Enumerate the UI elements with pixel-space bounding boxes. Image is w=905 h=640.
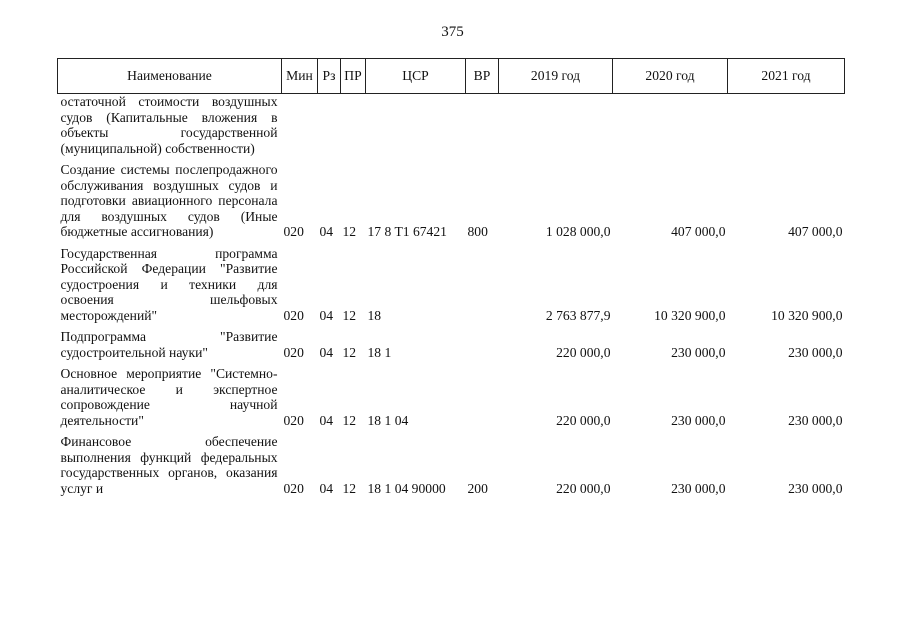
row-vr [466,329,499,366]
row-name: Финансовое обеспечение выполнения функций федеральных государственных органов, оказания услуг и [60,434,278,496]
row-csr: 18 1 04 [367,412,409,428]
row-rz: 04 [319,307,334,323]
row-min: 020 [283,480,304,496]
table-row [58,94,845,163]
row-name: Создание системы послепродажного обслуживания воздушных судов и подготовки авиационного персонала для воздушных судов (Иные бюджетные ассигнования) [60,162,278,239]
row-name: Подпрограмма "Развитие судостроительной науки" [60,329,278,360]
header-vr: ВР [466,59,499,94]
table-row [58,246,845,330]
header-rz: Рз [318,59,341,94]
header-2021: 2021 год [728,59,845,94]
table-row [58,366,845,434]
row-2020: 230 000,0 [671,344,726,360]
row-vr [466,246,499,330]
row-name: Основное мероприятие "Системно-аналитическое и экспертное сопровождение научной деятельности" [60,366,278,428]
row-name: Государственная программа Российской Федерации "Развитие судостроения и техники для освоения шельфовых месторождений" [60,245,278,323]
row-rz: 04 [319,480,334,496]
row-pr: 12 [342,344,357,360]
row-pr: 12 [342,307,357,323]
row-rz: 04 [319,224,334,239]
table-body [58,94,845,503]
header-min: Мин [282,59,318,94]
row-csr [366,94,466,163]
row-min: 020 [283,307,304,323]
row-pr [341,94,366,163]
row-rz: 04 [319,412,334,428]
row-name: остаточной стоимости воздушных судов (Капитальные вложения в объекты государственной (муниципальной) собственности) [60,94,278,156]
row-2020: 407 000,0 [671,224,726,239]
row-2019: 220 000,0 [556,412,611,428]
row-pr: 12 [342,480,357,496]
row-2020: 230 000,0 [671,480,726,496]
row-2020 [613,94,728,163]
row-min: 020 [283,344,304,360]
row-pr: 12 [342,224,357,239]
row-min: 020 [283,224,304,239]
row-csr: 17 8 T1 67421 [367,224,447,239]
budget-table [57,58,845,502]
row-2019 [499,94,613,163]
page-number: 375 [441,24,464,40]
table-header [58,59,845,94]
row-2021: 10 320 900,0 [771,307,843,323]
row-2021: 230 000,0 [788,344,843,360]
row-2020: 230 000,0 [671,412,726,428]
header-pr: ПР [341,59,366,94]
row-pr: 12 [342,412,357,428]
header-2020: 2020 год [613,59,728,94]
row-2019: 1 028 000,0 [545,224,611,239]
row-2019: 2 763 877,9 [545,307,611,323]
row-2020: 10 320 900,0 [654,307,726,323]
row-csr: 18 [367,307,382,323]
row-rz [318,94,341,163]
row-vr: 200 [467,480,488,496]
row-vr [466,366,499,434]
header-row [58,59,845,94]
row-csr: 18 1 [367,344,392,360]
row-rz: 04 [319,344,334,360]
row-2021: 230 000,0 [788,480,843,496]
row-2021: 230 000,0 [788,412,843,428]
header-name: Наименование [58,59,282,94]
header-csr: ЦСР [366,59,466,94]
row-min [282,94,318,163]
row-2019: 220 000,0 [556,480,611,496]
table-row [58,329,845,366]
row-vr: 800 [467,224,488,239]
row-2021 [728,94,845,163]
row-2019: 220 000,0 [556,344,611,360]
row-min: 020 [283,412,304,428]
row-2021: 407 000,0 [788,224,843,239]
header-2019: 2019 год [499,59,613,94]
row-csr: 18 1 04 90000 [367,480,446,496]
table-row [58,434,845,502]
row-vr [466,94,499,163]
table-row [58,162,845,246]
